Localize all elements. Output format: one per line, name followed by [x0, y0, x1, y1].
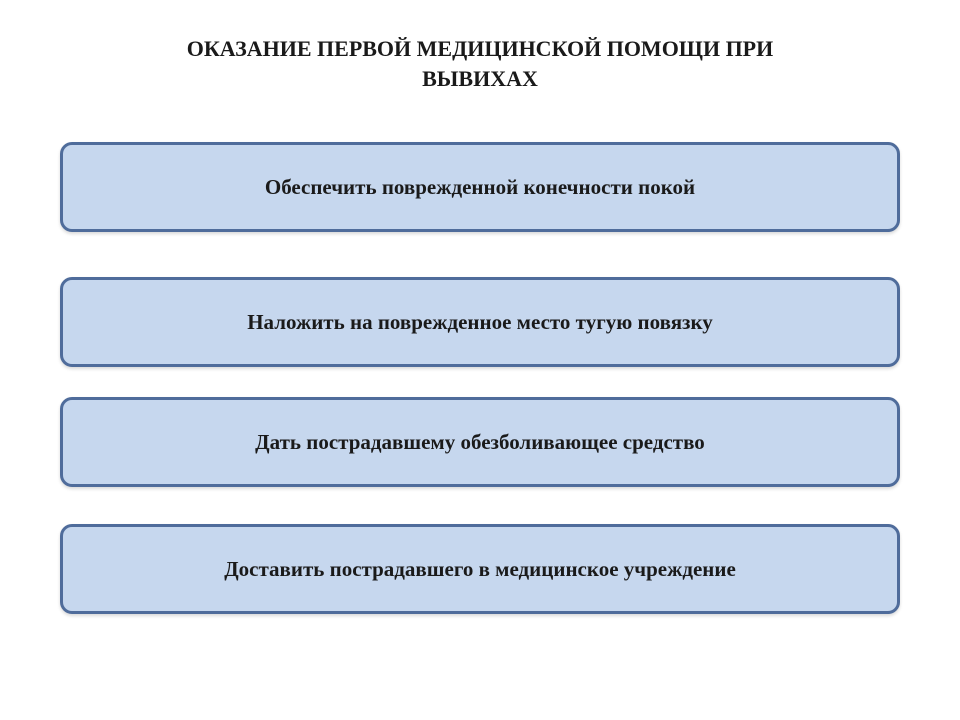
step-text-2: Наложить на поврежденное место тугую повязку — [247, 309, 713, 334]
step-box-4 — [60, 524, 900, 614]
step-box-3 — [60, 397, 900, 487]
step-text-3: Дать пострадавшему обезболивающее средство — [255, 429, 705, 454]
slide-title-line-1: ОКАЗАНИЕ ПЕРВОЙ МЕДИЦИНСКОЙ ПОМОЩИ ПРИ — [186, 36, 774, 61]
step-text-4: Доставить пострадавшего в медицинское учреждение — [224, 556, 736, 581]
step-box-1 — [60, 142, 900, 232]
slide-title — [80, 34, 880, 94]
slide-title-line-2: ВЫВИХАХ — [422, 66, 538, 91]
step-text-1: Обеспечить поврежденной конечности покой — [264, 174, 696, 199]
step-box-2 — [60, 277, 900, 367]
